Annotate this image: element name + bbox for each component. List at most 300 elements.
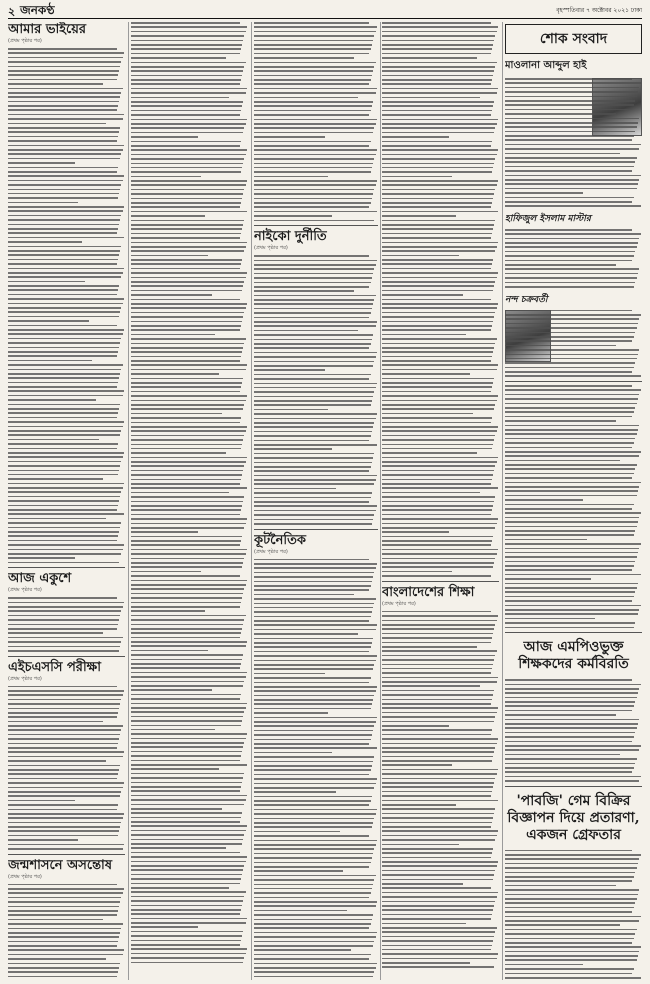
text-line [8, 804, 118, 806]
text-line [505, 242, 638, 244]
text-line [382, 918, 491, 920]
text-line [131, 44, 242, 46]
text-line [131, 48, 241, 50]
text-line [8, 632, 103, 634]
text-line [131, 145, 240, 147]
text-line [382, 119, 498, 121]
text-line [254, 945, 373, 947]
text-line [382, 268, 491, 270]
text-line [8, 544, 124, 546]
text-line [382, 646, 477, 648]
text-line [382, 896, 497, 898]
text-line [505, 268, 639, 270]
paper-logo: জনকণ্ঠ [20, 3, 55, 17]
text-line [254, 664, 374, 666]
text-line [505, 951, 639, 953]
text-line [254, 167, 372, 169]
text-line [254, 927, 369, 929]
text-line [382, 861, 498, 863]
text-line [254, 431, 372, 433]
text-line [254, 211, 377, 213]
text-line [505, 188, 637, 190]
page-number: ২ [8, 5, 16, 18]
text-line [131, 839, 243, 841]
text-line [131, 356, 241, 358]
text-line [382, 826, 491, 828]
text-line [131, 751, 242, 753]
text-line [8, 228, 118, 230]
text-line [505, 565, 634, 567]
text-line [8, 624, 118, 626]
text-line [254, 840, 377, 842]
text-line [505, 192, 583, 194]
text-line [382, 114, 491, 116]
text-line [382, 923, 466, 925]
text-line [8, 967, 119, 969]
text-line [131, 852, 240, 854]
text-line [505, 166, 634, 168]
text-line [382, 764, 452, 766]
text-line [8, 487, 123, 489]
story-headline: জন্মশাসনে অসন্তোষ [8, 857, 112, 873]
text-line [254, 730, 373, 732]
text-line [8, 470, 119, 472]
text-line [254, 888, 372, 890]
text-line [505, 942, 632, 944]
text-line [131, 272, 247, 274]
text-line [505, 754, 620, 756]
text-line [505, 894, 638, 896]
text-line [505, 776, 641, 778]
text-line [505, 920, 639, 922]
text-line [505, 556, 637, 558]
story-continued [382, 22, 499, 577]
text-line [254, 339, 372, 341]
text-line [8, 162, 75, 164]
text-line [131, 105, 242, 107]
text-line [382, 79, 492, 81]
text-line [382, 141, 492, 143]
obituary-body [505, 229, 642, 288]
text-line [382, 852, 492, 854]
text-line [131, 163, 243, 165]
text-line [8, 686, 117, 688]
text-line [254, 391, 374, 393]
text-line [131, 40, 243, 42]
text-line [8, 311, 120, 313]
text-line [382, 373, 470, 375]
text-line [131, 685, 243, 687]
text-line [254, 923, 371, 925]
text-line [505, 539, 587, 541]
text-line [254, 57, 354, 59]
obituary-banner [505, 24, 642, 54]
text-line [8, 241, 82, 243]
text-line [8, 259, 118, 261]
text-line [505, 314, 641, 316]
text-line [131, 659, 242, 661]
text-line [254, 638, 373, 640]
text-line [382, 198, 493, 200]
text-line [254, 26, 377, 28]
text-line [505, 416, 632, 418]
text-line [8, 342, 120, 344]
text-line [254, 387, 376, 389]
text-line [254, 910, 347, 912]
text-line [505, 201, 632, 203]
text-line [131, 698, 240, 700]
text-line [505, 139, 632, 141]
text-line [254, 184, 376, 186]
text-line [131, 154, 246, 156]
text-line [131, 676, 246, 678]
text-line [254, 752, 332, 754]
text-line [382, 751, 494, 753]
text-line [382, 655, 495, 657]
text-line [382, 404, 495, 406]
text-line [254, 325, 376, 327]
text-line [505, 332, 635, 334]
text-line [8, 884, 117, 886]
text-line [382, 892, 498, 894]
text-line [131, 312, 244, 314]
text-line [382, 769, 498, 771]
text-line [131, 637, 240, 639]
text-line [131, 830, 246, 832]
text-line [505, 109, 632, 111]
text-line [131, 725, 241, 727]
text-line [254, 75, 372, 77]
text-line [505, 741, 632, 743]
text-line [254, 848, 374, 850]
text-line [131, 303, 247, 305]
text-line [382, 795, 491, 797]
text-line [131, 856, 247, 858]
text-line [131, 400, 246, 402]
text-line [505, 710, 632, 712]
text-line [254, 330, 358, 332]
text-line [505, 780, 639, 782]
text-line [8, 465, 120, 467]
text-line [254, 255, 369, 257]
text-line [131, 808, 222, 810]
text-line [8, 443, 118, 445]
text-line [254, 717, 377, 719]
text-line [131, 782, 242, 784]
text-line [8, 355, 117, 357]
text-line [505, 362, 635, 364]
text-line [382, 659, 494, 661]
text-line [8, 712, 118, 714]
text-line [8, 945, 117, 947]
text-line [254, 369, 325, 371]
text-line [8, 610, 121, 612]
text-line [254, 695, 374, 697]
text-line [131, 948, 247, 950]
text-line [254, 180, 377, 182]
text-line [131, 211, 247, 213]
text-line [505, 310, 632, 312]
text-line [382, 553, 497, 555]
text-line [8, 892, 123, 894]
text-line [254, 141, 371, 143]
column-divider [251, 22, 252, 980]
text-line [505, 552, 638, 554]
text-line [131, 518, 247, 520]
text-line [382, 255, 459, 257]
text-line [131, 391, 240, 393]
text-line [254, 356, 376, 358]
text-line [254, 418, 376, 420]
text-line [505, 447, 632, 449]
text-line [505, 385, 632, 387]
text-line [382, 250, 495, 252]
text-line [8, 412, 118, 414]
text-line [254, 756, 374, 758]
text-line [131, 347, 243, 349]
text-line [254, 958, 369, 960]
text-line [505, 354, 638, 356]
story-headline: 'পাবজি' গেম বিক্রির বিজ্ঞাপন দিয়ে প্রতারণা, একজন গ্রেফতার [507, 792, 640, 843]
text-line [254, 448, 332, 450]
text-line [254, 897, 369, 899]
text-line [131, 764, 247, 766]
text-line [505, 938, 634, 940]
text-line [131, 88, 247, 90]
text-line [505, 273, 638, 275]
text-line [131, 905, 242, 907]
text-line [505, 745, 641, 747]
text-line [254, 857, 372, 859]
text-line [505, 161, 635, 163]
story-byline: (প্রথম পৃষ্ঠার পর) [8, 38, 42, 44]
text-line [131, 470, 243, 472]
text-line [505, 872, 635, 874]
text-line [505, 318, 639, 320]
text-line [131, 777, 243, 779]
text-line [8, 606, 123, 608]
text-line [131, 255, 208, 257]
story-divider [254, 529, 378, 530]
text-line [131, 325, 241, 327]
text-line [131, 237, 240, 239]
text-line [254, 690, 376, 692]
text-line [8, 136, 118, 138]
text-line [505, 591, 635, 593]
text-line [382, 804, 456, 806]
text-line [8, 70, 119, 72]
text-line [254, 158, 374, 160]
text-line [131, 246, 246, 248]
text-line [8, 149, 123, 151]
text-line [8, 756, 123, 758]
text-line [8, 522, 121, 524]
text-line [131, 386, 241, 388]
text-line [254, 462, 372, 464]
text-line [254, 699, 373, 701]
text-line [382, 945, 492, 947]
text-line [505, 530, 635, 532]
text-line [254, 149, 377, 151]
obituary-entry [505, 310, 642, 377]
text-line [254, 123, 376, 125]
text-line [131, 307, 246, 309]
text-line [131, 378, 243, 380]
text-line [254, 374, 371, 376]
text-line [505, 464, 637, 466]
text-line [131, 496, 244, 498]
text-line [505, 929, 637, 931]
text-line [505, 880, 632, 882]
text-line [8, 268, 124, 270]
text-line [254, 809, 377, 811]
text-line [131, 562, 243, 564]
text-line [254, 198, 372, 200]
text-line [131, 716, 243, 718]
text-line [254, 154, 376, 156]
text-line [254, 611, 372, 613]
text-line [382, 48, 492, 50]
masthead-rule [8, 18, 642, 19]
text-line [382, 747, 495, 749]
text-line [131, 215, 205, 217]
text-line [131, 944, 240, 946]
text-line [131, 167, 242, 169]
text-line [254, 884, 373, 886]
text-line [8, 751, 124, 753]
text-line [131, 681, 244, 683]
text-line [8, 708, 119, 710]
text-line [382, 351, 493, 353]
text-line [382, 470, 494, 472]
text-line [131, 92, 246, 94]
text-line [131, 878, 241, 880]
text-line [131, 729, 215, 731]
text-line [8, 329, 124, 331]
text-line [8, 285, 119, 287]
text-line [131, 285, 243, 287]
text-line [254, 870, 343, 872]
text-line [131, 786, 241, 788]
text-line [505, 613, 638, 615]
text-line [131, 343, 244, 345]
text-line [254, 633, 358, 635]
story-continued [254, 22, 378, 221]
text-line [254, 383, 377, 385]
text-line [382, 620, 497, 622]
text-line [254, 967, 376, 969]
text-line [505, 561, 635, 563]
story-headline: আমার ভাইয়ের [8, 22, 87, 37]
text-line [382, 334, 466, 336]
text-line [254, 919, 372, 921]
text-line [131, 505, 242, 507]
text-line [254, 936, 376, 938]
story-byline: (প্রথম পৃষ্ঠার পর) [254, 548, 288, 555]
text-line [131, 465, 244, 467]
text-line [131, 896, 244, 898]
text-line [254, 791, 336, 793]
text-line [8, 690, 124, 692]
text-line [131, 413, 222, 415]
text-line [254, 822, 373, 824]
text-line [382, 22, 491, 24]
text-line [8, 699, 121, 701]
text-line [254, 743, 369, 745]
text-line [505, 336, 634, 338]
story-divider [505, 381, 642, 382]
text-line [131, 672, 247, 674]
text-line [505, 719, 639, 721]
text-line [382, 633, 493, 635]
text-line [8, 553, 121, 555]
text-line [382, 628, 494, 630]
text-line [254, 361, 374, 363]
text-line [254, 343, 371, 345]
text-line [131, 558, 244, 560]
text-line [131, 176, 201, 178]
text-line [131, 703, 247, 705]
text-line [131, 448, 241, 450]
text-line [382, 448, 492, 450]
text-line [8, 74, 118, 76]
text-line [131, 492, 229, 494]
story-body [382, 611, 499, 968]
text-line [131, 22, 240, 24]
text-line [382, 312, 495, 314]
text-line [382, 756, 493, 758]
text-line [505, 398, 638, 400]
text-line [505, 732, 635, 734]
text-line [8, 628, 117, 630]
text-line [505, 723, 638, 725]
story-body [254, 255, 378, 524]
text-line [8, 738, 119, 740]
text-line [505, 131, 635, 133]
text-line [382, 760, 492, 762]
text-line [382, 171, 492, 173]
text-line [505, 758, 637, 760]
text-line [254, 22, 369, 24]
text-line [131, 277, 246, 279]
text-line [8, 531, 119, 533]
text-line [131, 593, 243, 595]
text-line [131, 408, 243, 410]
text-line [8, 294, 117, 296]
text-line [254, 440, 369, 442]
text-line [505, 126, 637, 128]
story-byline: (প্রথম পৃষ্ঠার পর) [8, 675, 42, 682]
text-line [131, 918, 247, 920]
text-line [382, 53, 491, 55]
text-line [131, 263, 241, 265]
text-line [505, 91, 638, 93]
text-line [505, 277, 637, 279]
text-line [8, 919, 103, 921]
story-divider [8, 854, 125, 855]
text-line [254, 567, 376, 569]
story-headline: আজ এমপিওভুক্ত শিক্ষকদের কর্মবিরতি [518, 639, 629, 673]
text-line [382, 953, 498, 955]
text-line [254, 708, 371, 710]
text-line [8, 101, 119, 103]
text-line [382, 457, 498, 459]
text-line [131, 83, 240, 85]
text-line [382, 435, 495, 437]
text-line [382, 184, 497, 186]
text-line [131, 821, 240, 823]
text-line [382, 123, 497, 125]
